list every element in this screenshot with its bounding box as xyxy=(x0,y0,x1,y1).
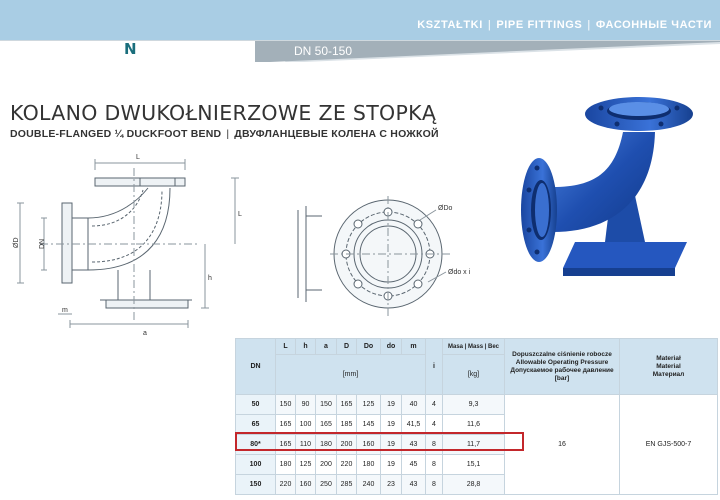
cell-l: 165 xyxy=(276,435,296,455)
cell-do: 160 xyxy=(357,435,381,455)
label-a: a xyxy=(143,330,147,337)
cell-mass: 15,1 xyxy=(443,455,505,475)
cell-h: 160 xyxy=(296,475,316,495)
cell-l: 150 xyxy=(276,395,296,415)
cell-dn: 150 xyxy=(236,475,276,495)
col-l-header: L xyxy=(276,339,296,355)
cell-mass: 11,7 xyxy=(443,435,505,455)
material-header-ru: Материал xyxy=(652,370,685,378)
category-ru: ФАСОННЫЕ ЧАСТИ xyxy=(595,19,712,31)
cell-m: 43 xyxy=(402,435,426,455)
separator: | xyxy=(226,128,230,140)
col-pressure-header xyxy=(505,339,620,395)
col-dn-header: DN xyxy=(236,339,276,395)
cell-do: 125 xyxy=(357,395,381,415)
cell-i: 8 xyxy=(426,435,443,455)
cell-dn: 50 xyxy=(236,395,276,415)
cell-mass: 9,3 xyxy=(443,395,505,415)
cell-h: 125 xyxy=(296,455,316,475)
category-en: PIPE FITTINGS xyxy=(496,19,583,31)
separator: | xyxy=(487,19,492,31)
col-do-header: Do xyxy=(357,339,381,355)
cell-m: 43 xyxy=(402,475,426,495)
col-h-header: h xyxy=(296,339,316,355)
label-do: ØDo xyxy=(438,205,453,212)
header-categories xyxy=(417,19,712,31)
category-pl: KSZTAŁTKI xyxy=(417,19,483,31)
material-header-en: Material xyxy=(656,362,681,370)
label-dn: DN xyxy=(39,238,46,249)
cell-do-small: 19 xyxy=(381,455,402,475)
cell-pressure: 16 xyxy=(505,395,620,495)
technical-drawing xyxy=(0,148,500,338)
cell-do-small: 19 xyxy=(381,395,402,415)
cell-a: 180 xyxy=(316,435,337,455)
pressure-header-ru: Допускаемое рабочее давление xyxy=(510,366,614,374)
label-do-x-i: Ødo x i xyxy=(448,269,471,276)
cell-i: 4 xyxy=(426,395,443,415)
table-row xyxy=(236,395,718,415)
label-m: m xyxy=(62,307,68,314)
cell-m: 45 xyxy=(402,455,426,475)
cell-d: 220 xyxy=(337,455,357,475)
cell-d: 185 xyxy=(337,415,357,435)
col-a-header: a xyxy=(316,339,337,355)
pressure-header-en: Allowable Operating Pressure xyxy=(515,358,609,366)
subtitle-ru: ДВУФЛАНЦЕВЫЕ КОЛЕНА С НОЖКОЙ xyxy=(234,128,439,140)
label-l-top: L xyxy=(136,154,140,161)
cell-dn: 80* xyxy=(236,435,276,455)
cell-m: 41,5 xyxy=(402,415,426,435)
cell-d: 200 xyxy=(337,435,357,455)
cell-mass: 28,8 xyxy=(443,475,505,495)
cell-l: 180 xyxy=(276,455,296,475)
cell-i: 8 xyxy=(426,475,443,495)
col-i-header: i xyxy=(426,339,443,395)
cell-do-small: 19 xyxy=(381,415,402,435)
series-letter: N xyxy=(124,40,137,58)
cell-d: 165 xyxy=(337,395,357,415)
cell-h: 110 xyxy=(296,435,316,455)
cell-m: 40 xyxy=(402,395,426,415)
page-title: KOLANO DWUKOŁNIERZOWE ZE STOPKĄ xyxy=(10,101,437,125)
label-l-side: L xyxy=(238,211,242,218)
cell-d: 285 xyxy=(337,475,357,495)
dn-range: DN 50-150 xyxy=(294,44,353,58)
cell-l: 220 xyxy=(276,475,296,495)
col-m-header: m xyxy=(402,339,426,355)
cell-do-small: 23 xyxy=(381,475,402,495)
page-subtitle xyxy=(10,128,439,140)
cell-do: 145 xyxy=(357,415,381,435)
col-d-header: D xyxy=(337,339,357,355)
cell-l: 165 xyxy=(276,415,296,435)
cell-dn: 100 xyxy=(236,455,276,475)
cell-dn: 65 xyxy=(236,415,276,435)
product-photo xyxy=(505,92,705,287)
material-header-pl: Materiał xyxy=(656,354,681,362)
label-h: h xyxy=(208,275,212,282)
cell-do: 240 xyxy=(357,475,381,495)
separator: | xyxy=(587,19,591,31)
cell-a: 165 xyxy=(316,415,337,435)
cell-h: 90 xyxy=(296,395,316,415)
cell-mass: 11,6 xyxy=(443,415,505,435)
cell-a: 200 xyxy=(316,455,337,475)
cell-h: 100 xyxy=(296,415,316,435)
cell-a: 150 xyxy=(316,395,337,415)
cell-a: 250 xyxy=(316,475,337,495)
cell-i: 8 xyxy=(426,455,443,475)
col-material-header xyxy=(620,339,718,395)
cell-do: 180 xyxy=(357,455,381,475)
unit-mm-header: [mm] xyxy=(276,355,426,395)
subtitle-en: DOUBLE-FLANGED ¼ DUCKFOOT BEND xyxy=(10,128,222,140)
col-mass-header: Masa | Mass | Вес xyxy=(443,339,505,355)
cell-material: EN GJS-500-7 xyxy=(620,395,718,495)
unit-kg-header: [kg] xyxy=(443,355,505,395)
header-strip xyxy=(0,40,720,66)
cell-do-small: 19 xyxy=(381,435,402,455)
cell-i: 4 xyxy=(426,415,443,435)
pressure-header-unit: [bar] xyxy=(554,374,570,382)
spec-table xyxy=(235,338,718,495)
label-od: ØD xyxy=(13,237,20,248)
col-do-small-header: do xyxy=(381,339,402,355)
pressure-header-pl: Dopuszczalne ciśnienie robocze xyxy=(512,350,612,358)
